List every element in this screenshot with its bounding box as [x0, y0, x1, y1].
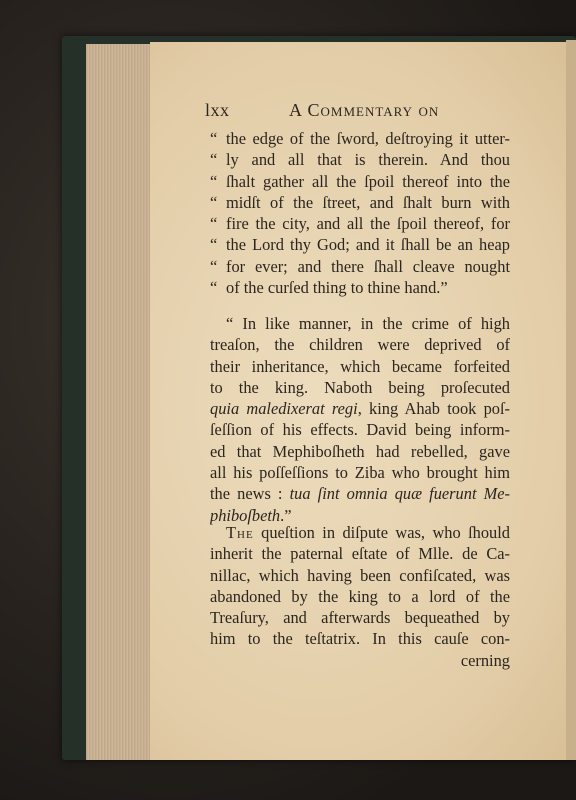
text-line: ſeſſion of his effects. David being inform-: [210, 420, 510, 440]
quote-block: [210, 128, 510, 298]
text-line: The queſtion in diſpute was, who ſhould: [226, 523, 510, 542]
quote-line: “ the Lord thy God; and it ſhall be an heap: [210, 235, 510, 255]
latin-phrase: phiboſbeth: [210, 505, 281, 525]
text-line: treaſon, the children were deprived of: [210, 335, 510, 355]
text-line: inherit the paternal eſtate of Mlle. de Ca-: [210, 544, 510, 564]
quote-line: “ ly and all that is therein. And thou: [210, 150, 510, 170]
text-line: “ In like manner, in the crime of high: [226, 314, 510, 333]
text-line: him to the teſtatrix. In this cauſe con-: [210, 629, 510, 649]
catchword: cerning: [460, 650, 510, 670]
running-title: A Commentary on: [289, 100, 440, 120]
paragraph-treason: [210, 313, 510, 526]
latin-phrase: quia maledixerat regi: [210, 399, 358, 419]
text-line: their inheritance, which became forfeited: [210, 356, 510, 376]
quote-line: “ the edge of the ſword, deſtroying it utter-: [210, 129, 510, 148]
text-line: all his poſſeſſions to Ziba who brought him: [210, 463, 510, 483]
text-line: nillac, which having been confiſcated, was: [210, 565, 510, 585]
page-header: [205, 100, 505, 126]
text-line: the news : tua ſint omnia quæ fuerunt Me-: [210, 484, 510, 504]
paragraph-question: [210, 522, 510, 671]
page-number: lxx: [205, 100, 230, 120]
text-line: Treaſury, and afterwards bequeathed by: [210, 608, 510, 628]
page-edges: [86, 44, 150, 760]
quote-line: “ ſhalt gather all the ſpoil thereof into the: [210, 171, 510, 191]
right-page-edge: [566, 40, 576, 760]
text-line: abandoned by the king to a lord of the: [210, 586, 510, 606]
text-line: ed that Mephiboſheth had rebelled, gave: [210, 441, 510, 461]
text-line: quia maledixerat regi, king Ahab took poſ-: [210, 399, 510, 419]
quote-line: “ of the curſed thing to thine hand.”: [210, 278, 448, 298]
quote-line: “ for ever; and there ſhall cleave nought: [210, 256, 510, 276]
quote-line: “ midſt of the ſtreet, and ſhalt burn with: [210, 192, 510, 212]
latin-phrase: tua ſint omnia quæ fuerunt Me-: [289, 484, 510, 504]
text-line: phiboſbeth.”: [210, 505, 292, 525]
quote-line: “ fire the city, and all the ſpoil thereof, for: [210, 214, 510, 234]
text-line: to the king. Naboth being proſecuted: [210, 377, 510, 397]
